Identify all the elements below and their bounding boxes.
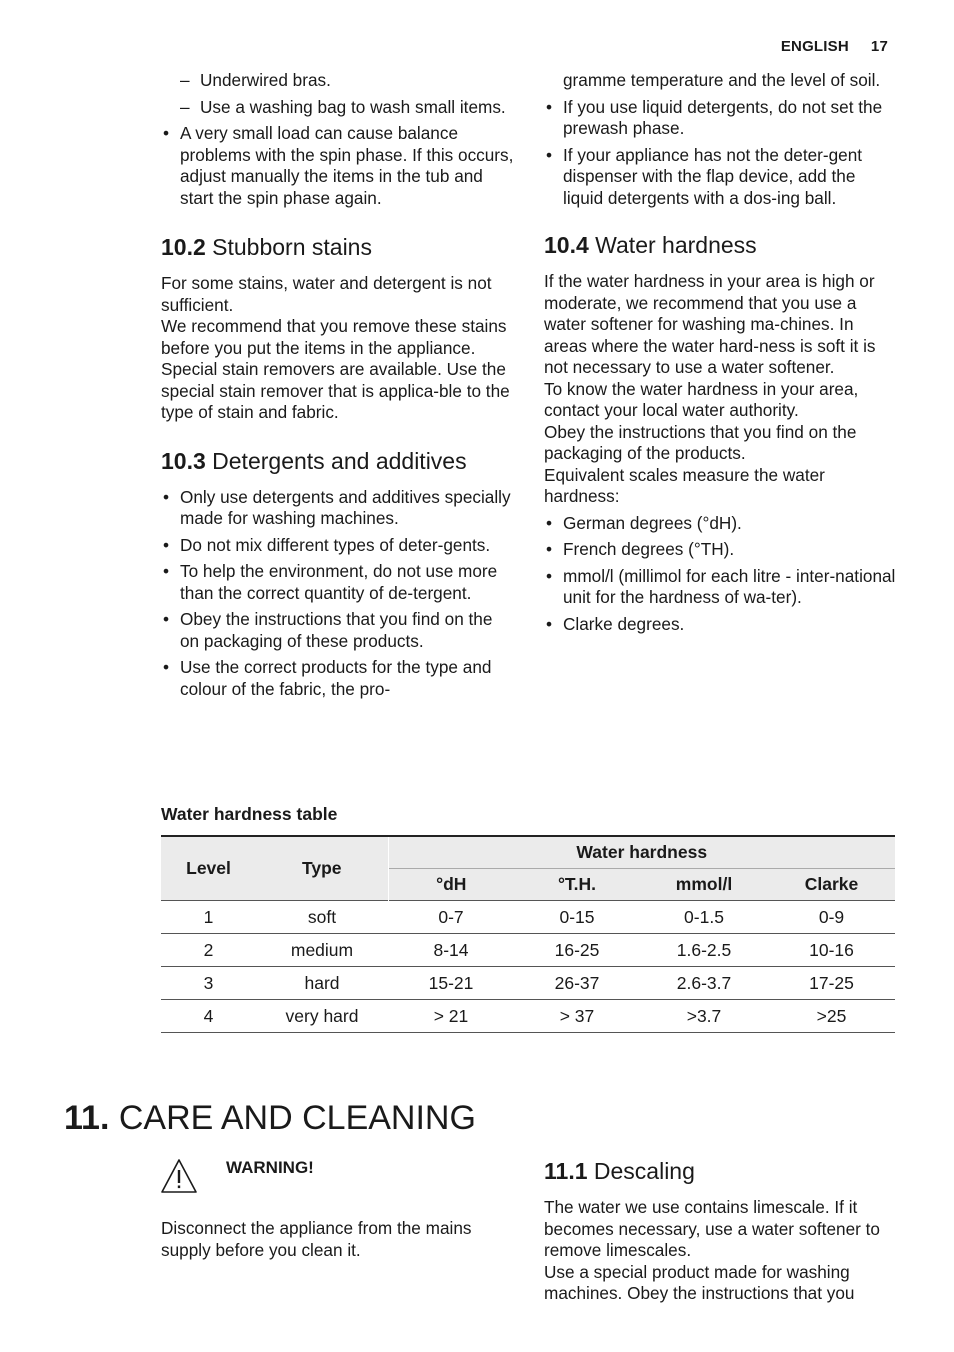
section-number: 11.1 xyxy=(544,1158,588,1184)
water-hardness-table xyxy=(161,835,895,1033)
table-cell: very hard xyxy=(256,1000,388,1033)
section-number: 10.4 xyxy=(544,232,589,258)
warning-text: Disconnect the appliance from the mains supply before you clean it. xyxy=(161,1218,472,1260)
column-header-dh: °dH xyxy=(388,869,514,901)
table-row xyxy=(161,901,895,934)
table-cell: 15-21 xyxy=(388,967,514,1000)
column-header-type: Type xyxy=(256,836,388,901)
list-item: • Obey the instructions that you find on the on packaging of these products. xyxy=(161,609,516,652)
detergent-list xyxy=(161,487,516,701)
table-cell: 1.6-2.5 xyxy=(640,934,768,967)
table-row xyxy=(161,967,895,1000)
column-header-mmol: mmol/l xyxy=(640,869,768,901)
table-cell: >3.7 xyxy=(640,1000,768,1033)
list-item: • To help the environment, do not use more than the correct quantity of de-tergent. xyxy=(161,561,516,604)
section-body-10-2 xyxy=(161,273,516,424)
chapter-heading xyxy=(64,1096,476,1140)
table-cell: hard xyxy=(256,967,388,1000)
list-item: – Use a washing bag to wash small items. xyxy=(161,97,516,119)
table-cell: 1 xyxy=(161,901,256,934)
section-title: Descaling xyxy=(593,1158,695,1184)
table-row xyxy=(161,934,895,967)
section-title: Stubborn stains xyxy=(212,234,372,260)
right-list xyxy=(544,70,899,209)
section-heading-10-4 xyxy=(544,231,899,259)
table-cell: 10-16 xyxy=(768,934,895,967)
column-header-th: °T.H. xyxy=(514,869,640,901)
table-cell: 0-9 xyxy=(768,901,895,934)
table-cell: 0-1.5 xyxy=(640,901,768,934)
section-heading-10-3 xyxy=(161,447,516,475)
table-cell: 4 xyxy=(161,1000,256,1033)
table-cell: 0-15 xyxy=(514,901,640,934)
table-cell: > 21 xyxy=(388,1000,514,1033)
section-heading-11-1 xyxy=(544,1157,695,1185)
paragraph: Use a special product made for washing machines. Obey the instructions that you xyxy=(544,1261,855,1303)
header-language: ENGLISH xyxy=(780,38,849,55)
paragraph: The water we use contains limescale. If it becomes necessary, use a water softener to remove limescales. xyxy=(544,1197,880,1260)
warning-icon xyxy=(160,1158,198,1194)
table-cell: 3 xyxy=(161,967,256,1000)
table-cell: soft xyxy=(256,901,388,934)
paragraph: To know the water hardness in your area, contact your local water authority. xyxy=(544,378,859,420)
paragraph: Equivalent scales measure the water hardness: xyxy=(544,464,825,506)
table-row xyxy=(161,1000,895,1033)
paragraph: For some stains, water and detergent is not sufficient. xyxy=(161,273,492,315)
paragraph: Obey the instructions that you find on the packaging of the products. xyxy=(544,421,857,463)
list-item: • French degrees (°TH). xyxy=(544,539,899,561)
warning-label: WARNING! xyxy=(226,1158,314,1177)
section-body-11-1 xyxy=(544,1197,904,1305)
list-item: • mmol/l (millimol for each litre - inter-national unit for the hardness of wa-ter). xyxy=(544,566,899,609)
section-title: Water hardness xyxy=(595,232,757,258)
chapter-number: 11. xyxy=(64,1099,110,1137)
section-title: Detergents and additives xyxy=(212,447,467,474)
section-heading-10-2 xyxy=(161,233,516,261)
table-cell: >25 xyxy=(768,1000,895,1033)
list-item: • If your appliance has not the deter-gent dispenser with the flap device, add the liquid detergents with a dos-ing ball. xyxy=(544,145,899,210)
table-cell: > 37 xyxy=(514,1000,640,1033)
page-header xyxy=(781,38,888,55)
table-cell: 2 xyxy=(161,934,256,967)
list-item: • Do not mix different types of deter-gents. xyxy=(161,535,516,557)
section-number: 10.2 xyxy=(161,234,206,260)
page-number: 17 xyxy=(870,38,888,55)
scales-list xyxy=(544,513,899,636)
paragraph: If the water hardness in your area is high or moderate, we recommend that you use a water softener for washing ma-chines. In areas where the water hard-ness is soft it is not necessary to use a water softener. xyxy=(544,271,876,377)
list-item: • Clarke degrees. xyxy=(544,614,899,636)
list-item: • A very small load can cause balance problems with the spin phase. If this occurs, adjust manually the items in the tub and start the spin phase again. xyxy=(161,123,516,209)
column-header-level: Level xyxy=(161,836,256,901)
left-column xyxy=(161,70,516,705)
table-cell: 8-14 xyxy=(388,934,514,967)
chapter-title: CARE AND CLEANING xyxy=(118,1099,476,1137)
list-item: • Use the correct products for the type and colour of the fabric, the pro- xyxy=(161,657,516,700)
table-title: Water hardness table xyxy=(161,804,338,824)
table-cell: 0-7 xyxy=(388,901,514,934)
paragraph: Special stain removers are available. Use the special stain remover that is applica-ble to the type of stain and fabric. xyxy=(161,359,510,422)
table-cell: 17-25 xyxy=(768,967,895,1000)
list-item: • German degrees (°dH). xyxy=(544,513,899,535)
table-cell: 26-37 xyxy=(514,967,640,1000)
section-number: 10.3 xyxy=(161,447,206,474)
list-item-continued: gramme temperature and the level of soil. xyxy=(563,70,881,90)
list-item: – Underwired bras. xyxy=(161,70,516,92)
right-column xyxy=(544,70,899,640)
dash-list xyxy=(161,70,516,209)
table-cell: medium xyxy=(256,934,388,967)
paragraph: We recommend that you remove these stains before you put the items in the appliance. xyxy=(161,316,507,358)
list-item: • Only use detergents and additives specially made for washing machines. xyxy=(161,487,516,530)
column-header-clarke: Clarke xyxy=(768,869,895,901)
table-cell: 2.6-3.7 xyxy=(640,967,768,1000)
list-item: • If you use liquid detergents, do not set the prewash phase. xyxy=(544,97,899,140)
table-cell: 16-25 xyxy=(514,934,640,967)
section-body-10-4 xyxy=(544,271,899,508)
column-group-header: Water hardness xyxy=(388,836,895,869)
